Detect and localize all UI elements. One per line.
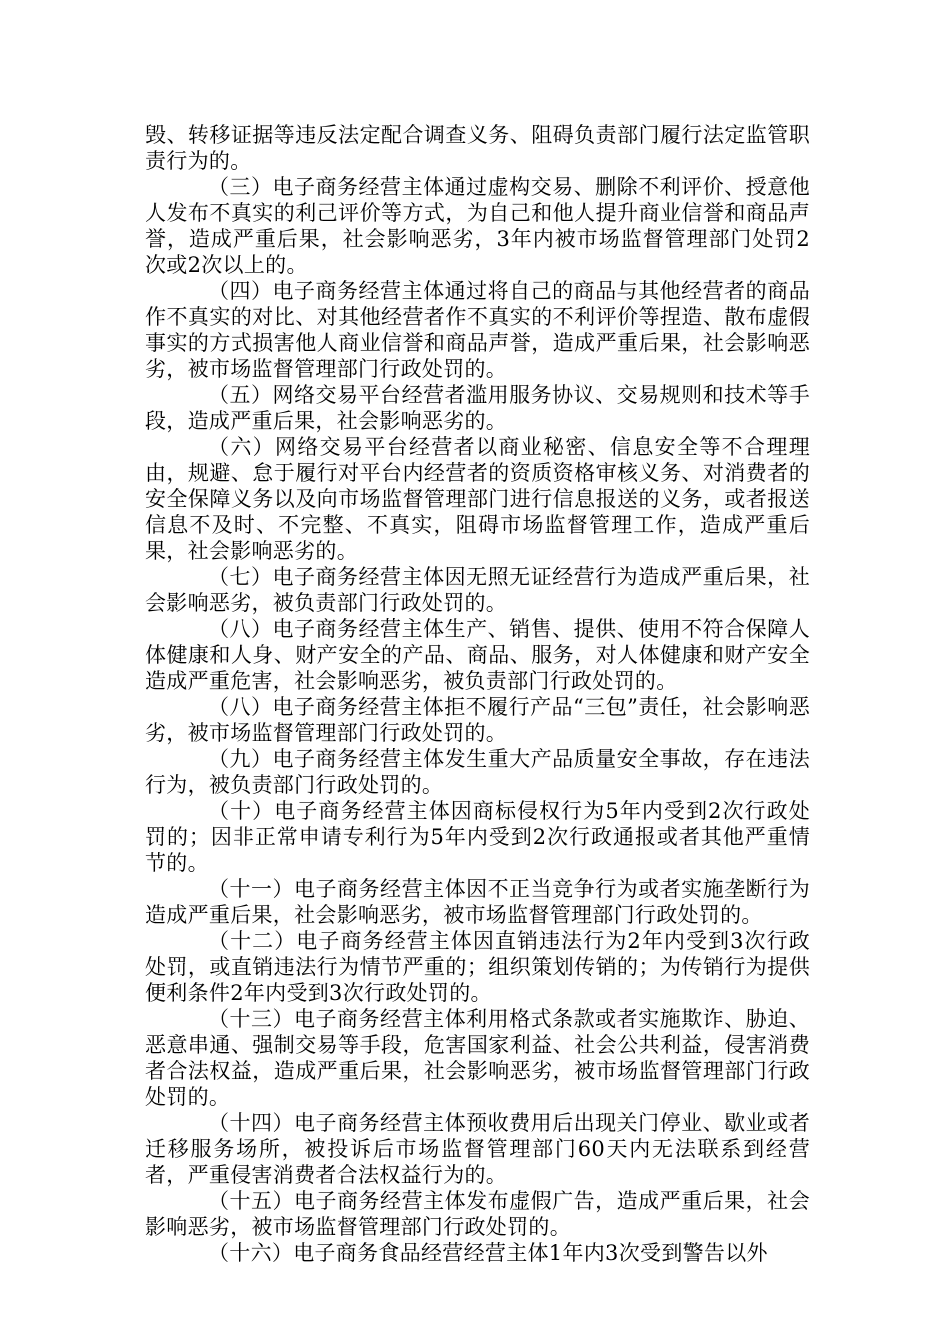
paragraph-item-3: （三）电子商务经营主体通过虚构交易、删除不利评价、授意他人发布不真实的利己评价等方式，为自己和他人提升商业信誉和商品声誉，造成严重后果，社会影响恶劣，3年内被市场监督管理部门处罚2次或2次以上的。 xyxy=(145,175,810,277)
paragraph-item-12: （十二）电子商务经营主体因直销违法行为2年内受到3次行政处罚，或直销违法行为情节严重的；组织策划传销的；为传销行为提供便利条件2年内受到3次行政处罚的。 xyxy=(145,929,810,1005)
paragraph-item-14: （十四）电子商务经营主体预收费用后出现关门停业、歇业或者迁移服务场所，被投诉后市场监督管理部门60天内无法联系到经营者，严重侵害消费者合法权益行为的。 xyxy=(145,1111,810,1187)
paragraph-item-16: （十六）电子商务食品经营经营主体1年内3次受到警告以外 xyxy=(208,1241,768,1265)
document-body xyxy=(145,122,810,1266)
paragraph-item-7: （七）电子商务经营主体因无照无证经营行为造成严重后果，社会影响恶劣，被负责部门行政处罚的。 xyxy=(145,565,810,615)
paragraph-item-15: （十五）电子商务经营主体发布虚假广告，造成严重后果，社会影响恶劣，被市场监督管理部门行政处罚的。 xyxy=(145,1189,810,1239)
paragraph-item-11: （十一）电子商务经营主体因不正当竞争行为或者实施垄断行为造成严重后果，社会影响恶劣，被市场监督管理部门行政处罚的。 xyxy=(145,877,810,927)
paragraph-item-10: （十）电子商务经营主体因商标侵权行为5年内受到2次行政处罚的；因非正常申请专利行为5年内受到2次行政通报或者其他严重情节的。 xyxy=(145,799,810,875)
paragraph-item-8b: （八）电子商务经营主体拒不履行产品“三包”责任，社会影响恶劣，被市场监督管理部门行政处罚的。 xyxy=(145,695,810,745)
paragraph-item-9: （九）电子商务经营主体发生重大产品质量安全事故，存在违法行为，被负责部门行政处罚的。 xyxy=(145,747,810,797)
paragraph-item-6: （六）网络交易平台经营者以商业秘密、信息安全等不合理理由，规避、怠于履行对平台内经营者的资质资格审核义务、对消费者的安全保障义务以及向市场监督管理部门进行信息报送的义务，或者报送信息不及时、不完整、不真实，阻碍市场监督管理工作，造成严重后果，社会影响恶劣的。 xyxy=(145,435,810,563)
paragraph-item-5: （五）网络交易平台经营者滥用服务协议、交易规则和技术等手段，造成严重后果，社会影响恶劣的。 xyxy=(145,383,810,433)
paragraph-item-4: （四）电子商务经营主体通过将自己的商品与其他经营者的商品作不真实的对比、对其他经营者作不真实的不利评价等捏造、散布虚假事实的方式损害他人商业信誉和商品声誉，造成严重后果，社会影响恶劣，被市场监督管理部门行政处罚的。 xyxy=(145,279,810,381)
paragraph-item-13: （十三）电子商务经营主体利用格式条款或者实施欺诈、胁迫、恶意串通、强制交易等手段，危害国家利益、社会公共利益，侵害消费者合法权益，造成严重后果，社会影响恶劣，被市场监督管理部门行政处罚的。 xyxy=(145,1007,810,1109)
paragraph-item-8a: （八）电子商务经营主体生产、销售、提供、使用不符合保障人体健康和人身、财产安全的产品、商品、服务，对人体健康和财产安全造成严重危害，社会影响恶劣，被负责部门行政处罚的。 xyxy=(145,617,810,693)
paragraph-continuation: 毁、转移证据等违反法定配合调查义务、阻碍负责部门履行法定监管职责行为的。 xyxy=(145,123,810,173)
